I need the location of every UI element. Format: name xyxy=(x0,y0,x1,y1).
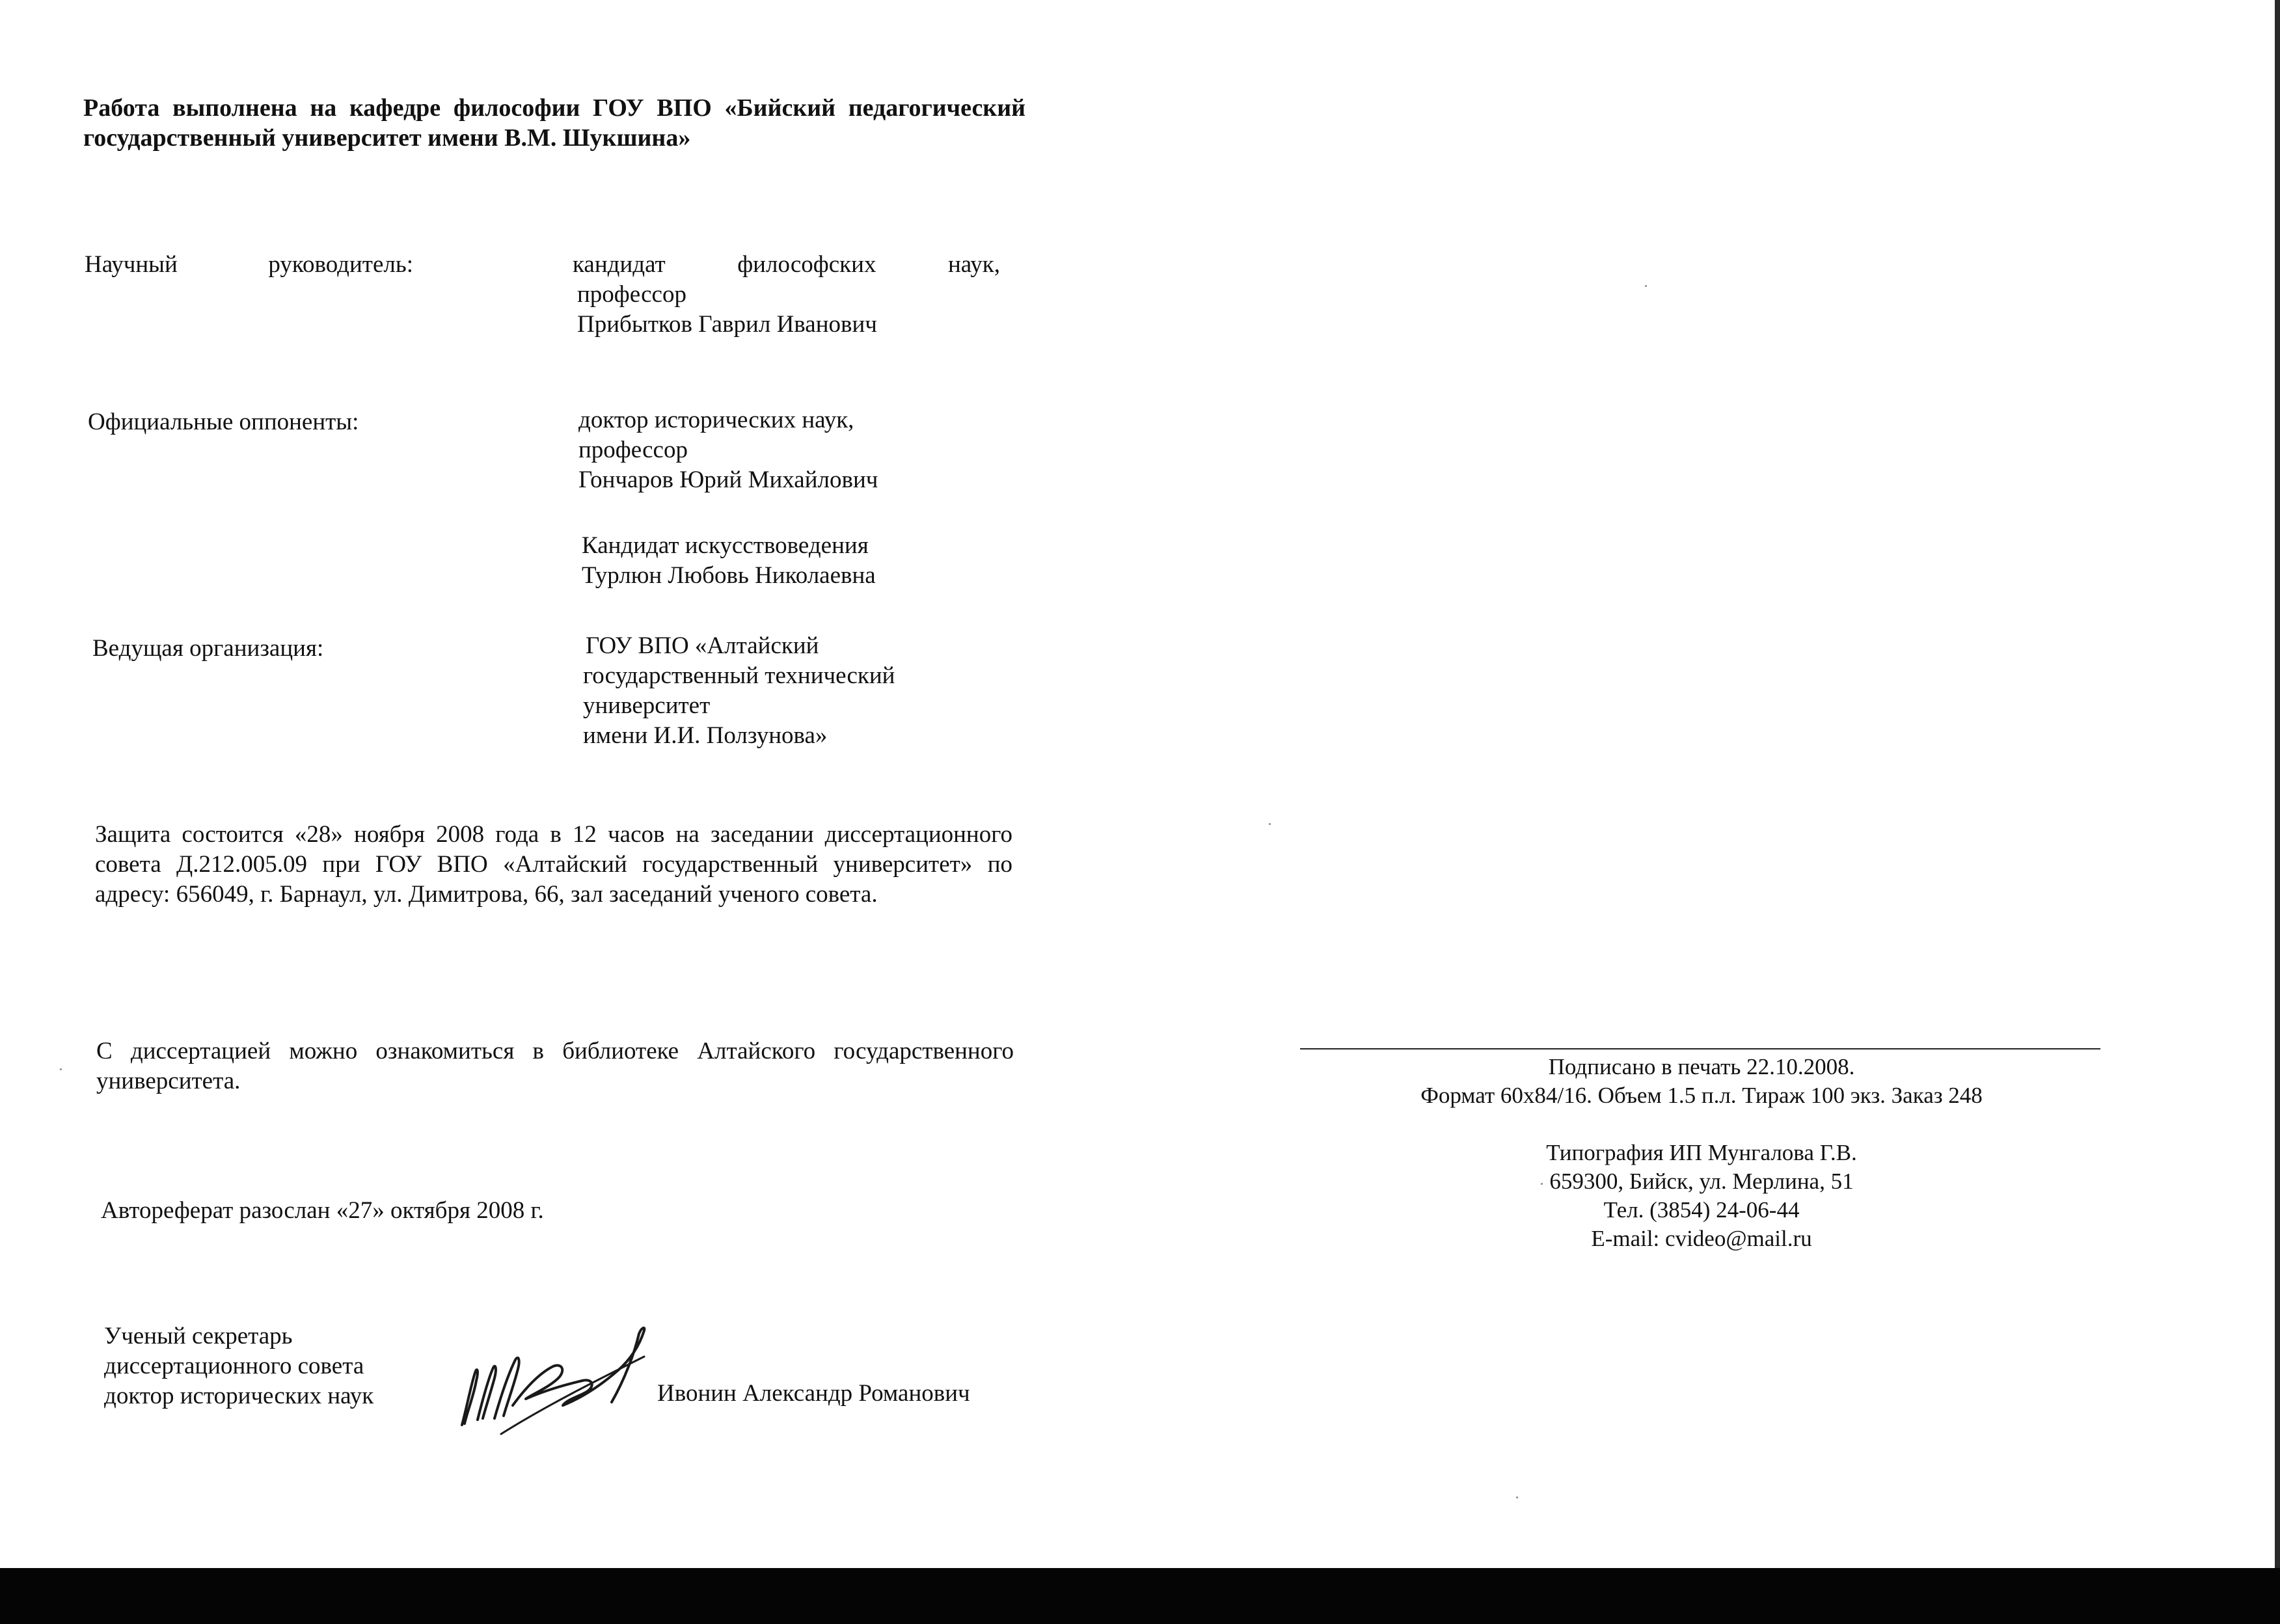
defense-paragraph: Защита состоится «28» ноября 2008 года в 12 часов на заседании диссертационного совета Д.212.005.09 при ГОУ ВПО «Алтайский государственный университет» по адресу: 656049, г. Барнаул, ул. Димитрова, 66, зал заседаний ученого совета. xyxy=(95,821,1012,908)
lead-org-line2: государственный технический xyxy=(583,662,895,689)
scan-right-edge xyxy=(2275,0,2280,1568)
scan-speck xyxy=(1269,823,1271,825)
supervisor-degree-word3: наук, xyxy=(947,251,1001,278)
scan-speck xyxy=(1516,1496,1518,1498)
secretary-name: Ивонин Александр Романович xyxy=(657,1380,970,1407)
secretary-title-line2: диссертационного совета xyxy=(104,1353,364,1379)
secretary-title-line3: доктор исторических наук xyxy=(104,1383,374,1409)
scan-speck xyxy=(1645,285,1647,287)
opponents-label: Официальные оппоненты: xyxy=(88,409,359,435)
secretary-title-line1: Ученый секретарь xyxy=(104,1323,293,1349)
library-paragraph: С диссертацией можно ознакомиться в библиотеке Алтайского государственного университета. xyxy=(96,1038,1014,1094)
imprint-divider xyxy=(1300,1048,2100,1049)
lead-org-line4: имени И.И. Ползунова» xyxy=(583,722,828,749)
lead-org-line3: университет xyxy=(583,692,711,719)
opponent1-name: Гончаров Юрий Михайлович xyxy=(578,467,878,493)
opponent1-title: профессор xyxy=(578,437,688,463)
imprint-email: E-mail: cvideo@mail.ru xyxy=(1591,1226,1812,1251)
supervisor-label-word1: Научный xyxy=(85,251,178,278)
supervisor-degree-word2: философских xyxy=(737,251,876,278)
supervisor-name: Прибытков Гаврил Иванович xyxy=(577,311,877,338)
imprint-signed: Подписано в печать 22.10.2008. xyxy=(1548,1054,1855,1079)
supervisor-degree-word1: кандидат xyxy=(573,251,666,278)
opponent1-degree: доктор исторических наук, xyxy=(578,407,854,433)
imprint-format: Формат 60x84/16. Объем 1.5 п.л. Тираж 100 экз. Заказ 248 xyxy=(1420,1083,1983,1108)
imprint-printer: Типография ИП Мунгалова Г.В. xyxy=(1546,1140,1857,1165)
supervisor-degree-line xyxy=(573,250,1000,280)
opponent2-name: Турлюн Любовь Николаевна xyxy=(582,562,876,589)
intro-paragraph: Работа выполнена на кафедре философии ГОУ ВПО «Бийский педагогический государственный университет имени В.М. Шукшина» xyxy=(83,94,1025,152)
supervisor-title: профессор xyxy=(577,281,686,308)
lead-org-line1: ГОУ ВПО «Алтайский xyxy=(586,632,819,659)
scan-speck xyxy=(1541,1183,1543,1185)
supervisor-label-word2: руководитель: xyxy=(268,251,413,278)
supervisor-label xyxy=(85,250,413,280)
scan-speck xyxy=(60,1068,62,1070)
imprint-address: 659300, Бийск, ул. Мерлина, 51 xyxy=(1549,1169,1854,1194)
mailed-line: Автореферат разослан «27» октября 2008 г. xyxy=(101,1197,544,1224)
lead-org-label: Ведущая организация: xyxy=(92,635,324,662)
opponent2-degree: Кандидат искусствоведения xyxy=(582,532,869,559)
scan-bottom-border xyxy=(0,1568,2280,1624)
imprint-phone: Тел. (3854) 24-06-44 xyxy=(1603,1197,1800,1223)
handwritten-signature xyxy=(449,1308,664,1438)
